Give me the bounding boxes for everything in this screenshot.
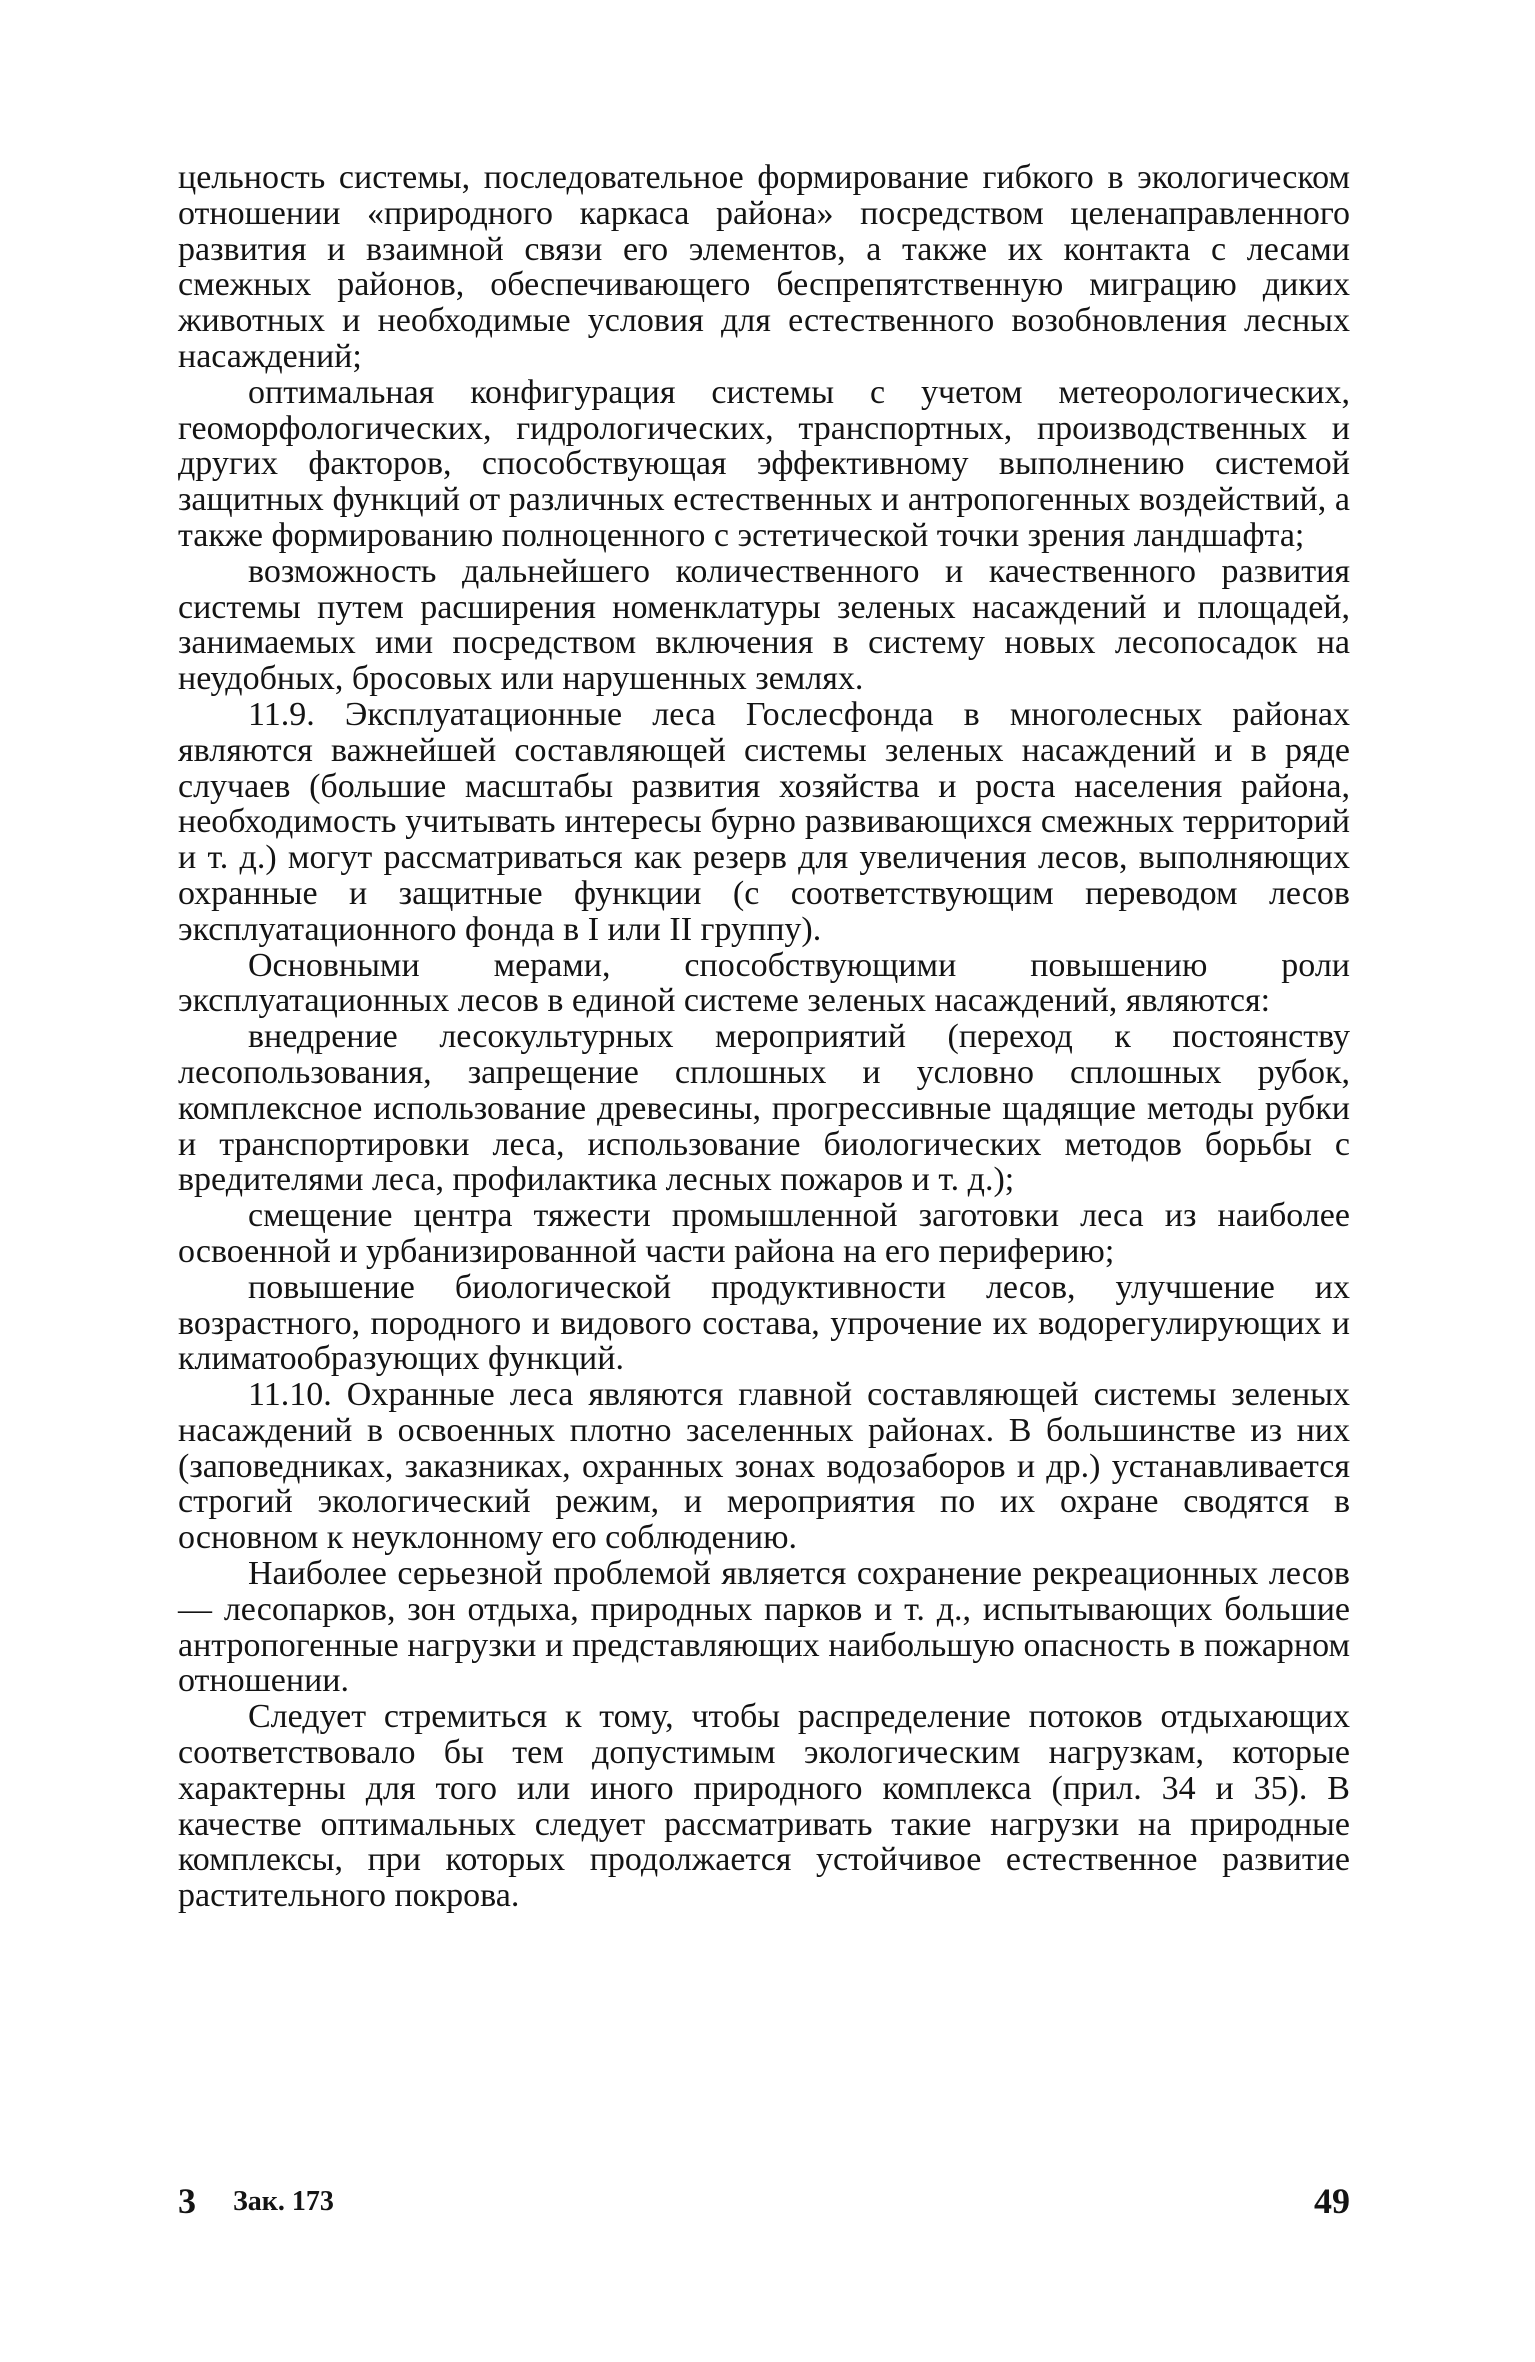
paragraph: повышение биологической продуктивности лесов, улучшение их возрастного, породного и видового состава, упрочение их водорегулирующих и климатообразующих функций.: [178, 1268, 1350, 1378]
paragraph: Наиболее серьезной проблемой является сохранение рекреационных лесов — лесопарков, зон отдыха, природных парков и т. д., испытывающих большие антропогенные нагрузки и представляющих наибольшую опасность в пожарном отношении.: [178, 1555, 1350, 1700]
paragraph: 11.10. Охранные леса являются главной составляющей системы зеленых насаждений в освоенных плотно заселенных районах. В большинстве из них (заповедниках, заказниках, охранных зонах водозаборов и др.) устанавливается строгий экологический режим, и мероприятия по их охране сводятся в основном к неуклонному его соблюдению.: [178, 1376, 1350, 1557]
page-number: 49: [1314, 2181, 1350, 2221]
signature-mark: 3: [178, 2181, 196, 2221]
paragraph: смещение центра тяжести промышленной заготовки леса из наиболее освоенной и урбанизированной части района на его периферию;: [178, 1197, 1350, 1270]
paragraph: оптимальная конфигурация системы с учетом метеорологических, геоморфологических, гидрологических, транспортных, производственных и других факторов, способствующая эффективному выполнению системой защитных функций от различных естественных и антропогенных воздействий, а также формированию полноценного с эстетической точки зрения ландшафта;: [178, 373, 1350, 554]
paragraph: возможность дальнейшего количественного и качественного развития системы путем расширения номенклатуры зеленых насаждений и площадей, занимаемых ими посредством включения в систему новых лесопосадок на неудобных, бросовых или нарушенных землях.: [178, 552, 1350, 698]
paragraph: Основными мерами, способствующими повышению роли эксплуатационных лесов в единой системе зеленых насаждений, являются:: [178, 946, 1350, 1020]
paragraph: внедрение лесокультурных мероприятий (переход к постоянству лесопользования, запрещение сплошных и условно сплошных рубок, комплексное использование древесины, прогрессивные щадящие методы рубки и транспортировки леса, использование биологических методов борьбы с вредителями леса, профилактика лесных пожаров и т. д.);: [178, 1018, 1350, 1199]
print-order: Зак. 173: [233, 2186, 334, 2217]
paragraph: 11.9. Эксплуатационные леса Гослесфонда в многолесных районах являются важнейшей составляющей системы зеленых насаждений и в ряде случаев (большие масштабы развития хозяйства и роста населения района, необходимость учитывать интересы бурно развивающихся смежных территорий и т. д.) могут рассматриваться как резерв для увеличения лесов, выполняющих охранные и защитные функции (с соответствующим переводом лесов эксплуатационного фонда в I или II группу).: [178, 695, 1350, 948]
body-text: [178, 160, 1350, 1914]
page-footer: [178, 2180, 1350, 2220]
paragraph: цельность системы, последовательное формирование гибкого в экологическом отношении «природного каркаса района» посредством целенаправленного развития и взаимной связи его элементов, а также их контакта с лесами смежных районов, обеспечивающего беспрепятственную миграцию диких животных и необходимые условия для естественного возобновления лесных насаждений;: [178, 159, 1350, 375]
paragraph: Следует стремиться к тому, чтобы распределение потоков отдыхающих соответствовало бы тем допустимым экологическим нагрузкам, которые характерны для того или иного природного комплекса (прил. 34 и 35). В качестве оптимальных следует рассматривать такие нагрузки на природные комплексы, при которых продолжается устойчивое естественное развитие растительного покрова.: [178, 1698, 1350, 1915]
